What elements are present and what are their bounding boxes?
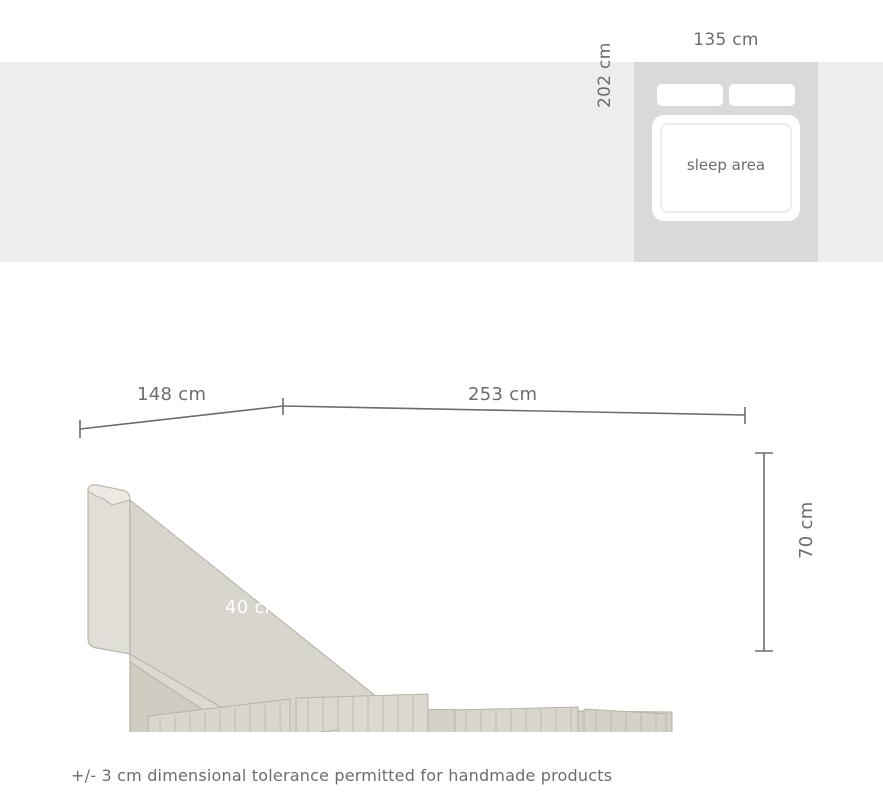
sofa-depth-label: 148 cm: [137, 384, 207, 405]
sleep-area-height-label: 202 cm: [595, 42, 615, 108]
sofa-diagram: [0, 262, 883, 732]
sofa-shape: [88, 485, 718, 732]
pillow-left-icon: [657, 84, 723, 106]
sofa-width-label: 253 cm: [468, 384, 538, 405]
pillow-right-icon: [729, 84, 795, 106]
sofa-height-label: 70 cm: [796, 501, 817, 559]
sleep-area-panel: [0, 0, 883, 262]
sofa-seat-height-label: 40 cm: [225, 597, 283, 618]
sleep-area-text-label: sleep area: [686, 156, 766, 174]
tolerance-note: +/- 3 cm dimensional tolerance permitted for handmade products: [71, 766, 613, 785]
sleep-area-width-label: 135 cm: [693, 30, 759, 50]
mattress-icon: [652, 115, 800, 221]
sofa-illustration: [0, 262, 883, 732]
